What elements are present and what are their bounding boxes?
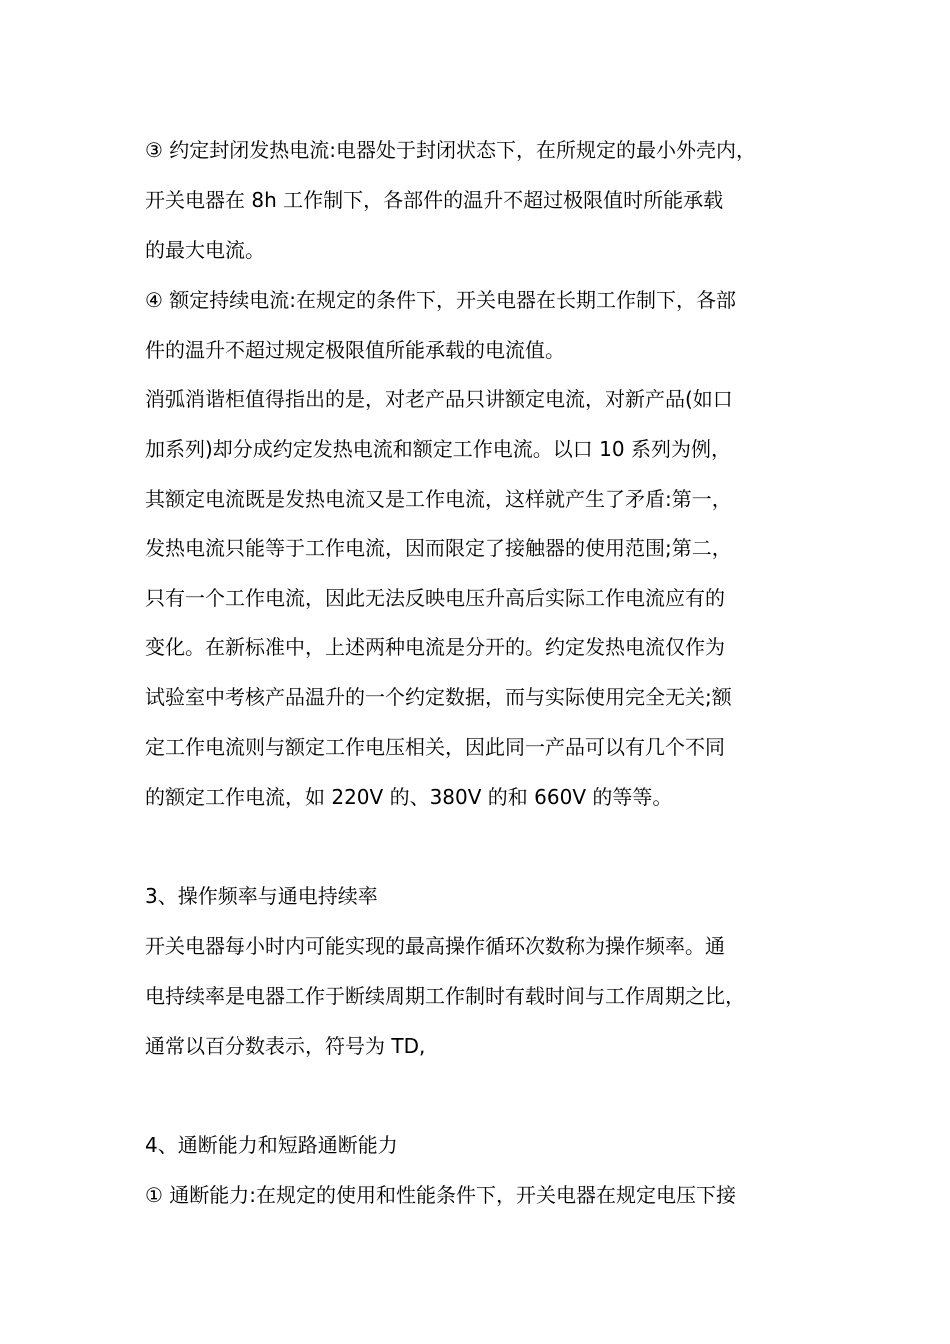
text-line: 只有一个工作电流，因此无法反映电压升高后实际工作电流应有的: [145, 586, 725, 610]
section-heading: 3、操作频率与通电持续率: [145, 884, 378, 908]
text-line: ③ 约定封闭发热电流:电器处于封闭状态下，在所规定的最小外壳内，: [145, 138, 757, 162]
section-heading: 4、通断能力和短路通断能力: [145, 1133, 398, 1157]
text-line: ① 通断能力:在规定的使用和性能条件下，开关电器在规定电压下接: [145, 1183, 737, 1207]
text-line: 通常以百分数表示，符号为 TD,: [145, 1034, 426, 1058]
text-line: ④ 额定持续电流:在规定的条件下，开关电器在长期工作制下，各部: [145, 288, 737, 312]
text-line: 开关电器在 8h 工作制下，各部件的温升不超过极限值时所能承载: [145, 188, 724, 212]
text-line: 试验室中考核产品温升的一个约定数据，而与实际使用完全无关;额: [145, 685, 732, 709]
text-line: 发热电流只能等于工作电流，因而限定了接触器的使用范围;第二，: [145, 536, 732, 560]
text-line: 加系列)却分成约定发热电流和额定工作电流。以口 10 系列为例，: [145, 437, 731, 461]
text-line: 变化。在新标准中，上述两种电流是分开的。约定发热电流仅作为: [145, 635, 725, 659]
text-line: 件的温升不超过规定极限值所能承载的电流值。: [145, 338, 565, 362]
text-line: 的最大电流。: [145, 238, 265, 262]
text-line: 电持续率是电器工作于断续周期工作制时有载时间与工作周期之比，: [145, 984, 745, 1008]
text-line: 定工作电流则与额定工作电压相关，因此同一产品可以有几个不同: [145, 735, 725, 759]
text-line: 开关电器每小时内可能实现的最高操作循环次数称为操作频率。通: [145, 934, 725, 958]
text-line: 其额定电流既是发热电流又是工作电流，这样就产生了矛盾:第一，: [145, 487, 732, 511]
text-line: 的额定工作电流，如 220V 的、380V 的和 660V 的等等。: [145, 785, 673, 809]
text-line: 消弧消谐柜值得指出的是，对老产品只讲额定电流，对新产品(如口: [145, 387, 733, 411]
